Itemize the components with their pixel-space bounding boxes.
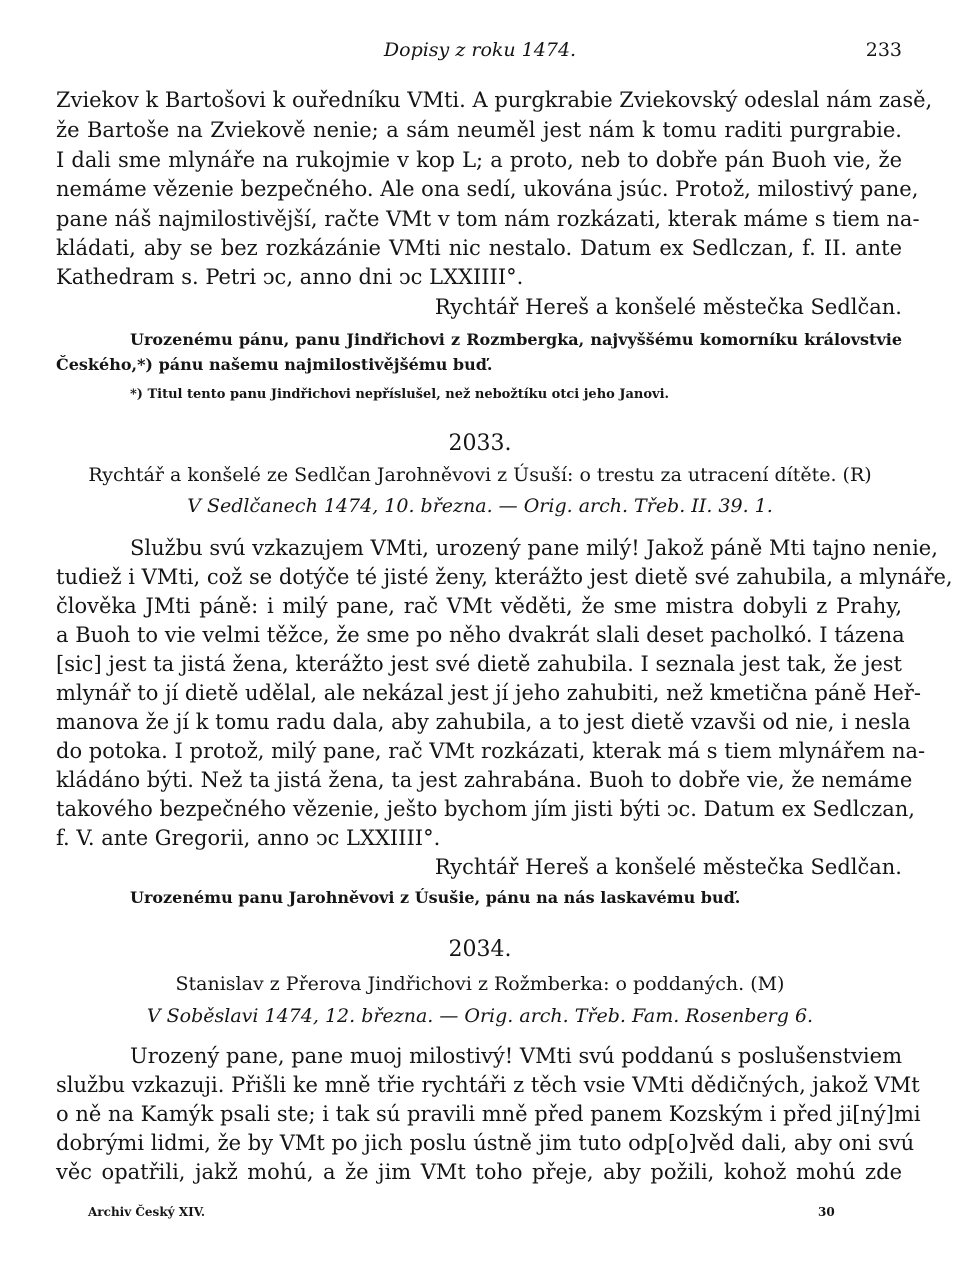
letter-source: V Sedlčanech 1474, 10. března. — Orig. arch. Třeb. II. 39. 1. bbox=[187, 495, 773, 517]
text-line: [sic] jest ta jistá žena, kterážto jest své dietě zahubila. I seznala jest tak, že jest bbox=[56, 652, 902, 676]
letter-address: Urozenému pánu, panu Jindřichovi z Rozmbergka, najvyššému komorníku královstvie bbox=[130, 330, 902, 349]
letter-signature: Rychtář Hereš a konšelé městečka Sedlčan. bbox=[434, 295, 902, 319]
text-line: kládati, aby se bez rozkázánie VMti nic nestalo. Datum ex Sedlczan, f. II. ante bbox=[56, 236, 902, 260]
text-line: tudiež i VMti, což se dotýče té jisté ženy, kterážto jest dietě své zahubila, a mlynáře, bbox=[56, 565, 953, 589]
text-line: člověka JMti páně: i milý pane, rač VMt věděti, že sme mistra dobyli z Prahy, bbox=[56, 594, 902, 618]
footnote: *) Titul tento panu Jindřichovi nepříslušel, než nebožtíku otci jeho Janovi. bbox=[130, 387, 670, 402]
collection-title: Archiv Český XIV. bbox=[88, 1205, 206, 1219]
letter-summary: Rychtář a konšelé ze Sedlčan Jarohněvovi z Úsuší: o trestu za utracení dítěte. (R) bbox=[88, 464, 872, 486]
signature-mark: 30 bbox=[818, 1205, 835, 1219]
letter-number: 2033. bbox=[448, 431, 512, 456]
page-number: 233 bbox=[865, 39, 902, 61]
text-line: o ně na Kamýk psali ste; i tak sú pravili mně před panem Kozským i před ji[ný]mi bbox=[56, 1102, 921, 1126]
text-line: takového bezpečného vězenie, ješto bychom jím jisti býti ↄc. Datum ex Sedlczan, bbox=[56, 797, 915, 821]
letter-summary: Stanislav z Přerova Jindřichovi z Rožmberka: o poddaných. (M) bbox=[175, 973, 785, 995]
text-line: dobrými lidmi, že by VMt po jich poslu ústně jim tuto odp[o]věd dali, aby oni svú bbox=[56, 1131, 915, 1155]
text-line: Urozený pane, pane muoj milostivý! VMti svú poddanú s poslušenstviem bbox=[130, 1044, 902, 1068]
text-line: nemáme vězenie bezpečného. Ale ona sedí, ukována jsúc. Protož, milostivý pane, bbox=[56, 177, 919, 201]
text-line: a Buoh to vie velmi těžce, že sme po něho dvakrát slali deset pacholkó. I tázena bbox=[56, 623, 905, 647]
letter-address: Urozenému panu Jarohněvovi z Úsušie, pánu na nás laskavému buď. bbox=[130, 888, 741, 907]
text-line: kládáno býti. Než ta jistá žena, ta jest zahrabána. Buoh to dobře vie, že nemáme bbox=[56, 768, 913, 792]
text-line: věc opatřili, jakž mohú, a že jim VMt toho přeje, aby požili, kohož mohú zde bbox=[56, 1160, 902, 1184]
text-line: pane náš najmilostivější, račte VMt v tom nám rozkázati, kterak máme s tiem na- bbox=[56, 207, 920, 231]
letter-address: Českého,*) pánu našemu najmilostivějšému buď. bbox=[56, 355, 493, 374]
letter-signature: Rychtář Hereš a konšelé městečka Sedlčan. bbox=[434, 855, 902, 879]
text-line: že Bartoše na Zviekově nenie; a sám neuměl jest nám k tomu raditi purgrabie. bbox=[56, 118, 902, 142]
text-line: f. V. ante Gregorii, anno ↄc LXXIIII°. bbox=[56, 826, 441, 850]
text-line: službu vzkazuji. Přišli ke mně třie rychtáři z těch vsie VMti dědičných, jakož VMt bbox=[56, 1073, 920, 1097]
running-title: Dopisy z roku 1474. bbox=[383, 39, 577, 61]
text-line: manova že jí k tomu radu dala, aby zahubila, a to jest dietě vzavši od nie, i nesla bbox=[56, 710, 911, 734]
letter-source: V Soběslavi 1474, 12. března. — Orig. arch. Třeb. Fam. Rosenberg 6. bbox=[146, 1005, 814, 1027]
text-line: Zviekov k Bartošovi k ouředníku VMti. A purgkrabie Zviekovský odeslal nám zasě, bbox=[56, 88, 933, 112]
text-line: Kathedram s. Petri ↄc, anno dni ↄc LXXIIII°. bbox=[56, 265, 524, 289]
letter-number: 2034. bbox=[448, 937, 512, 962]
text-line: mlynář to jí dietě udělal, ale nekázal jest jí jeho zahubiti, než kmetična páně Heř- bbox=[56, 681, 921, 705]
text-line: I dali sme mlynáře na rukojmie v kop L; a proto, neb to dobře pán Buoh vie, že bbox=[56, 148, 902, 172]
text-line: do potoka. I protož, milý pane, rač VMt rozkázati, kterak má s tiem mlynářem na- bbox=[56, 739, 926, 763]
text-line: Službu svú vzkazujem VMti, urozený pane milý! Jakož páně Mti tajno nenie, bbox=[130, 536, 938, 560]
